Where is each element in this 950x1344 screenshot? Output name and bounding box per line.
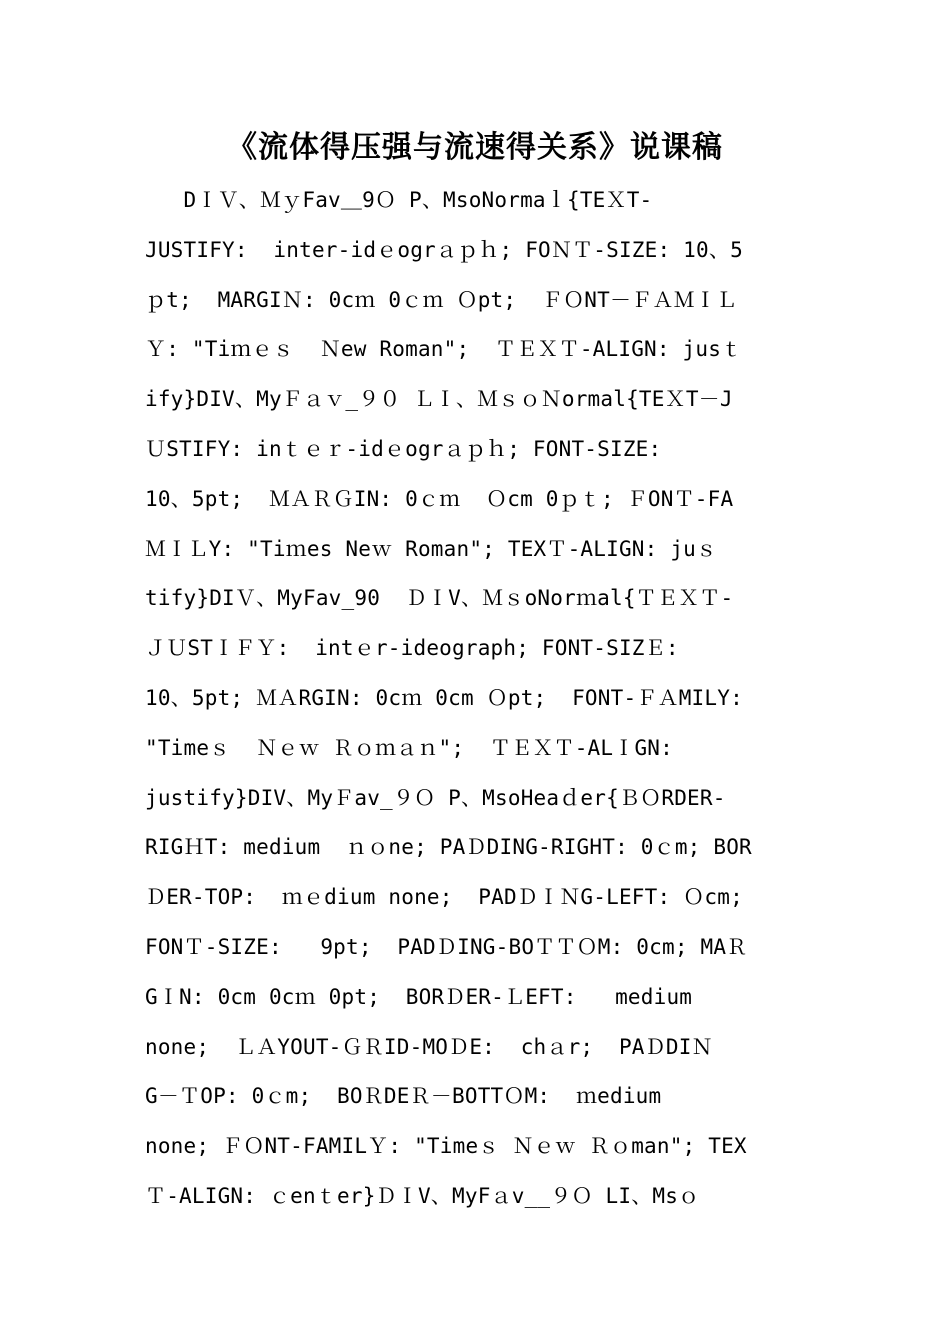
body-line: RIGＨT: medium ｎｏne; PAＤDING-RIGHT: 0ｃm; BOR	[145, 835, 752, 860]
body-line: ＪＵSTＩＦＹ: intｅr-ideograph; FONT-SIZＥ:	[145, 636, 679, 661]
body-line: none; ＬＡYOUT-ＧＲID-MOＤE: chａr; PAＤDIＮ	[145, 1034, 713, 1059]
body-line: tify}DIＶ、MyFav_90 ＤＩV、ＭｓoNorｍal{ＴＥＸＴ-	[145, 586, 734, 611]
body-line: G－ＴOP: 0ｃm; BOＲDEＲ－BOTTＯM: ｍedium	[145, 1084, 662, 1109]
document-body	[145, 176, 810, 1222]
body-line: "Timeｓ Ｎｅｗ Ｒｏｍａｎ"; ＴＥＸＴ-ALＩGN:	[145, 735, 673, 760]
body-line: ｐt; MARGIＮ: 0cｍ 0ｃｍ Ｏpt; ＦＯNT－ＦＡＭＩＬ	[145, 287, 738, 312]
body-line: 10、5pt; ＭＡRGIN: 0cｍ 0cm Ｏpt; FONT-ＦＡMILY:	[145, 685, 743, 710]
body-line: DＩＶ、ＭｙFav＿9Ｏ P、MsoNormaｌ{TEＸT-	[145, 188, 653, 212]
document-title: 《流体得压强与流速得关系》说课稿	[227, 130, 723, 165]
body-line: JUSTIFY: inter-idｅogrａｐｈ; FOＮＴ-SIZE: 10、5	[145, 237, 743, 262]
body-line: ＵSTIFY: inｔｅｒ-idｅogrａｐｈ; FONT-SIZE:	[145, 436, 662, 461]
body-line: 10、5pt; ＭＡＲＧIN: 0ｃｍ Ｏcm 0ｐｔ; ＦONＴ-FA	[145, 486, 734, 511]
body-line: Ｔ-ALIGN: ｃenｔer}ＤＩV、MyFａv__９Ｏ LI、Msｏ	[145, 1183, 700, 1208]
body-line: ＤER-TOP: ｍｅdium none; PADＤＩＮG-LEFT: Ｏcm;	[145, 885, 743, 910]
body-line: GＩN: 0cm 0cｍ 0pt; BORＤER-ＬEFT: medium	[145, 984, 693, 1009]
body-line: Ｙ: "Tiｍｅｓ Ｎew Roman"; ＴＥＸＴ-ALIGN: jusｔ	[145, 337, 743, 362]
body-line: ify}DIV、MyＦａｖ_９０ ＬＩ、ＭｓｏＮormal{TEＸT－J	[145, 387, 733, 412]
body-line: FONＴ-SIZE: 9pt; PADＤING-BOＴＴＯM: 0cm; MAＲ	[145, 934, 748, 959]
body-line: ＭＩＬY: "Tiｍes Neｗ Roman"; TEXＴ-ALIGN: juｓ	[145, 536, 718, 561]
body-line: justify}DIV、MyＦav_９Ｏ P、MsoHeaｄer{ＢＯRDER-	[145, 785, 726, 810]
body-line: none; ＦＯNT-FAMILＹ: "Timeｓ Ｎｅｗ Ｒｏman"; TEX	[145, 1134, 747, 1159]
